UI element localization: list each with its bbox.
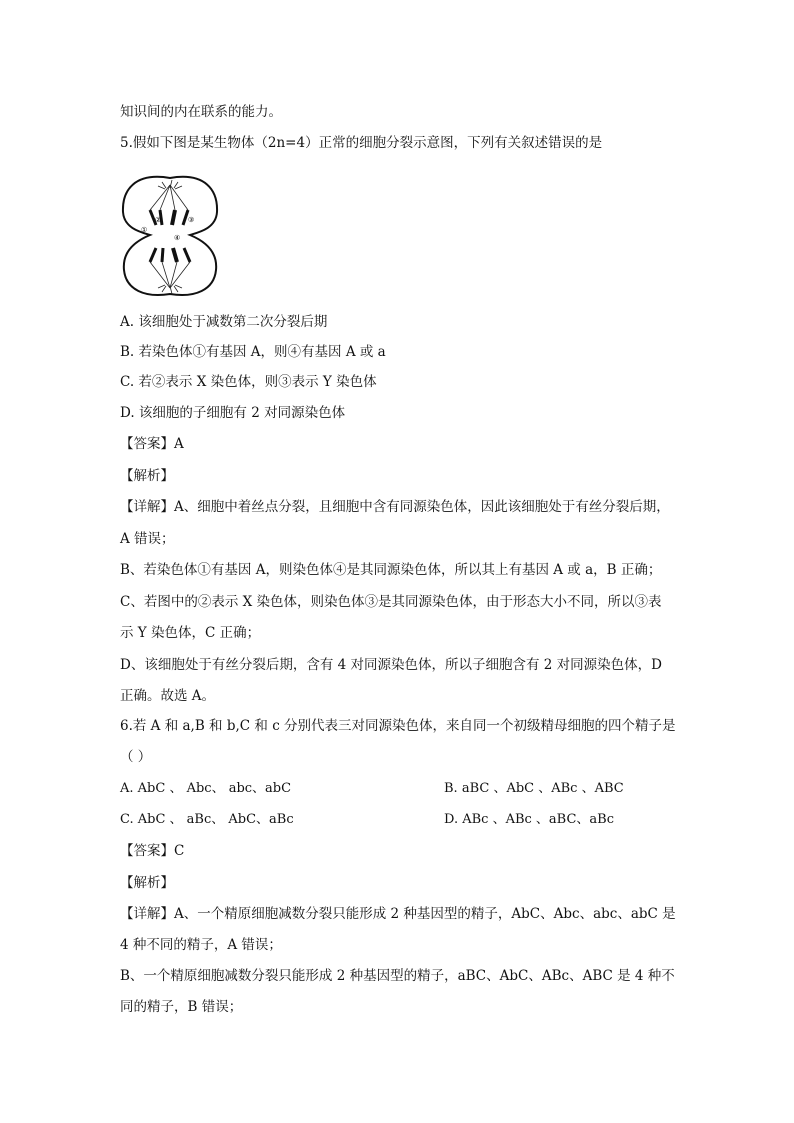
label-4: ④ bbox=[174, 234, 181, 242]
cell-division-figure bbox=[120, 170, 220, 300]
label-3: ③ bbox=[188, 216, 195, 224]
option-6a: A. AbC 、 Abc、 abc、abC bbox=[120, 781, 292, 796]
label-1: ① bbox=[141, 226, 148, 234]
option-6c: C. AbC 、 aBc、 AbC、aBc bbox=[120, 812, 294, 827]
explanation-line: D、该细胞处于有丝分裂后期，含有 4 对同源染色体，所以子细胞含有 2 对同源染色体，D bbox=[120, 657, 662, 673]
option-6b: B. aBC 、AbC 、ABc 、ABC bbox=[444, 781, 624, 796]
label-2: ② bbox=[155, 216, 162, 224]
explanation-line: 正确。故选 A。 bbox=[120, 688, 216, 704]
question-6-bracket: （ ） bbox=[120, 749, 152, 765]
explanation-line: B、若染色体①有基因 A，则染色体④是其同源染色体，所以其上有基因 A 或 a，B 正确； bbox=[120, 562, 662, 578]
option-6d: D. ABc 、ABc 、aBC、aBc bbox=[444, 812, 615, 827]
analysis-heading-5: 【解析】 bbox=[120, 468, 174, 484]
explanation-line: 同的精子，B 错误； bbox=[120, 999, 243, 1015]
option-5a: A. 该细胞处于减数第二次分裂后期 bbox=[120, 314, 328, 330]
option-5c: C. 若②表示 X 染色体，则③表示 Y 染色体 bbox=[120, 374, 377, 390]
answer-5: 【答案】A bbox=[120, 436, 184, 452]
analysis-heading-6: 【解析】 bbox=[120, 875, 174, 891]
option-5b: B. 若染色体①有基因 A，则④有基因 A 或 a bbox=[120, 344, 386, 360]
question-5-stem: 5.假如下图是某生物体（2n=4）正常的细胞分裂示意图，下列有关叙述错误的是 bbox=[120, 135, 603, 151]
explanation-line: 示 Y 染色体，C 正确； bbox=[120, 625, 261, 641]
explanation-line: 【详解】A、细胞中着丝点分裂，且细胞中含有同源染色体，因此该细胞处于有丝分裂后期， bbox=[120, 499, 670, 515]
question-6-stem: 6.若 A 和 a,B 和 b,C 和 c 分别代表三对同源染色体，来自同一个初级精母细胞的四个精子是 bbox=[120, 718, 676, 734]
explanation-line: 4 种不同的精子，A 错误； bbox=[120, 937, 282, 953]
explanation-line: 【详解】A、一个精原细胞减数分裂只能形成 2 种基因型的精子，AbC、Abc、abc、abC 是 bbox=[120, 906, 676, 922]
explanation-line: C、若图中的②表示 X 染色体，则染色体③是其同源染色体，由于形态大小不同，所以③表 bbox=[120, 594, 662, 610]
answer-6: 【答案】C bbox=[120, 843, 185, 859]
text-line: 知识间的内在联系的能力。 bbox=[120, 104, 282, 120]
explanation-line: A 错误； bbox=[120, 531, 175, 547]
explanation-line: B、一个精原细胞减数分裂只能形成 2 种基因型的精子，aBC、AbC、ABc、ABC 是 4 种不 bbox=[120, 968, 675, 984]
option-5d: D. 该细胞的子细胞有 2 对同源染色体 bbox=[120, 405, 346, 421]
